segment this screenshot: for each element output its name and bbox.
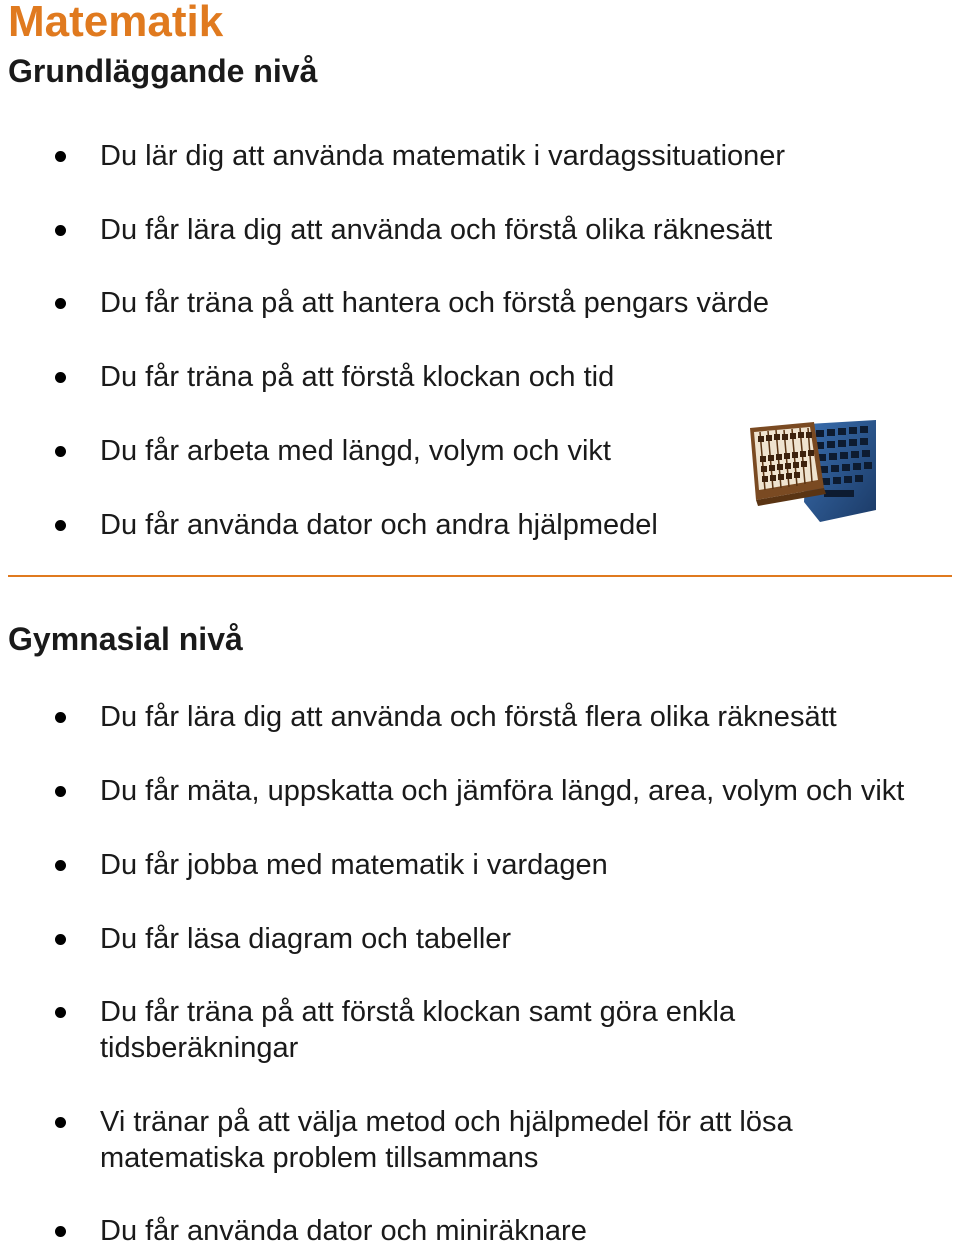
bullet-icon xyxy=(55,446,66,457)
list-item-text: Du får arbeta med längd, volym och vikt xyxy=(100,435,611,467)
bullet-icon xyxy=(55,1117,66,1128)
page-title: Matematik xyxy=(8,0,224,46)
bullet-icon xyxy=(55,298,66,309)
section-divider xyxy=(8,575,952,577)
bullet-icon xyxy=(55,372,66,383)
section-heading-basic: Grundläggande nivå xyxy=(8,53,318,89)
abacus-keyboard-photo-icon xyxy=(750,418,878,526)
bullet-icon xyxy=(55,225,66,236)
list-item-text: Du får jobba med matematik i vardagen xyxy=(100,849,608,881)
list-item-text: Du får mäta, uppskatta och jämföra längd, area, volym och vikt xyxy=(100,775,905,807)
bullet-icon xyxy=(55,934,66,945)
bullet-icon xyxy=(55,151,66,162)
bullet-icon xyxy=(55,1007,66,1018)
bullet-icon xyxy=(55,860,66,871)
list-item-text: Du får läsa diagram och tabeller xyxy=(100,923,512,955)
section-heading-gymnasial: Gymnasial nivå xyxy=(8,621,243,657)
list-item-text: Du får använda dator och andra hjälpmedel xyxy=(100,509,658,541)
list-item-text: Du lär dig att använda matematik i vardagssituationer xyxy=(100,140,786,172)
bullet-icon xyxy=(55,786,66,797)
list-item-text: Du får lära dig att använda och förstå flera olika räknesätt xyxy=(100,701,837,733)
bullet-icon xyxy=(55,520,66,531)
list-item-text: Vi tränar på att välja metod och hjälpmedel för att lösa matematiska problem tillsammans xyxy=(100,1106,793,1174)
bullet-icon xyxy=(55,712,66,723)
bullet-icon xyxy=(55,1226,66,1237)
list-item-text: Du får lära dig att använda och förstå olika räknesätt xyxy=(100,214,773,246)
list-item-text: Du får använda dator och miniräknare xyxy=(100,1215,587,1247)
list-item-text: Du får träna på att förstå klockan och tid xyxy=(100,361,615,393)
list-item-text: Du får träna på att hantera och förstå pengars värde xyxy=(100,287,770,319)
list-item-text: Du får träna på att förstå klockan samt göra enkla tidsberäkningar xyxy=(100,996,736,1064)
